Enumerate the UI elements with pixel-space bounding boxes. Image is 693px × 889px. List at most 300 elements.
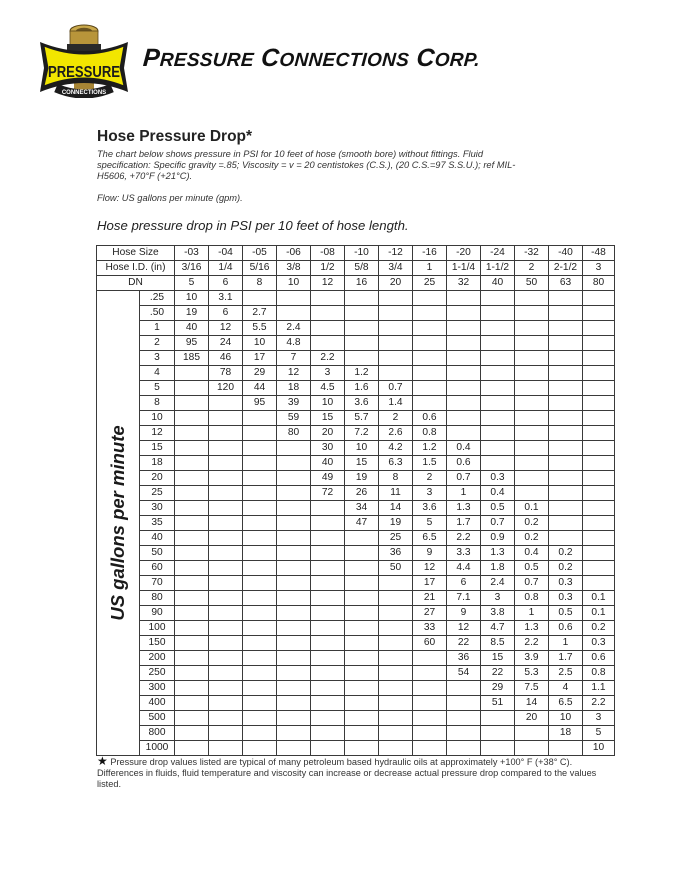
pressure-drop-cell: 1.8 [481, 561, 515, 576]
pressure-drop-cell [311, 291, 345, 306]
table-row [97, 561, 615, 576]
gpm-cell: 4 [140, 366, 175, 381]
gpm-cell: 35 [140, 516, 175, 531]
pressure-drop-cell [413, 666, 447, 681]
header-hose-id-cell: 2 [515, 261, 549, 276]
pressure-drop-cell [175, 666, 209, 681]
pressure-drop-cell [447, 681, 481, 696]
pressure-drop-cell: 12 [447, 621, 481, 636]
pressure-drop-cell [311, 516, 345, 531]
pressure-drop-cell: 2 [379, 411, 413, 426]
gpm-cell: .50 [140, 306, 175, 321]
pressure-drop-cell [447, 726, 481, 741]
pressure-drop-cell [345, 726, 379, 741]
pressure-drop-cell [243, 666, 277, 681]
pressure-drop-cell [549, 471, 583, 486]
pressure-drop-cell: 1.3 [515, 621, 549, 636]
pressure-drop-cell [277, 546, 311, 561]
pressure-drop-cell: 0.8 [583, 666, 615, 681]
pressure-drop-cell: 95 [243, 396, 277, 411]
pressure-drop-cell [175, 696, 209, 711]
header-hose-size-cell: -10 [345, 246, 379, 261]
pressure-drop-cell: 0.7 [515, 576, 549, 591]
pressure-drop-cell [175, 726, 209, 741]
pressure-drop-cell [209, 561, 243, 576]
pressure-drop-cell: 6.3 [379, 456, 413, 471]
pressure-drop-cell [379, 711, 413, 726]
pressure-drop-cell: 2.2 [447, 531, 481, 546]
header-hose-id-cell: 1/4 [209, 261, 243, 276]
pressure-drop-cell: 1.3 [481, 546, 515, 561]
pressure-drop-cell [549, 321, 583, 336]
pressure-drop-cell: 10 [175, 291, 209, 306]
pressure-drop-cell: 4.7 [481, 621, 515, 636]
pressure-drop-cell [515, 291, 549, 306]
pressure-drop-cell: 40 [175, 321, 209, 336]
pressure-drop-cell [413, 396, 447, 411]
table-row [97, 426, 615, 441]
pressure-drop-cell [379, 576, 413, 591]
table-row [97, 681, 615, 696]
pressure-drop-cell [243, 636, 277, 651]
header-hose-size-cell: -08 [311, 246, 345, 261]
pressure-drop-cell [311, 741, 345, 756]
pressure-drop-cell [447, 336, 481, 351]
pressure-drop-cell [345, 741, 379, 756]
pressure-drop-cell [583, 366, 615, 381]
pressure-drop-cell [481, 336, 515, 351]
pressure-drop-cell: 1.7 [549, 651, 583, 666]
table-row [97, 471, 615, 486]
header-hose-id-cell: 3 [583, 261, 615, 276]
pressure-drop-cell [243, 456, 277, 471]
pressure-drop-cell: 6 [209, 306, 243, 321]
pressure-drop-cell [379, 651, 413, 666]
pressure-drop-cell: 0.2 [549, 546, 583, 561]
pressure-drop-cell [583, 381, 615, 396]
pressure-drop-cell [277, 441, 311, 456]
pressure-drop-cell [447, 396, 481, 411]
pressure-drop-cell [345, 636, 379, 651]
pressure-drop-cell [583, 516, 615, 531]
table-row [97, 321, 615, 336]
pressure-drop-cell [175, 636, 209, 651]
pressure-drop-cell [447, 696, 481, 711]
pressure-drop-cell [277, 636, 311, 651]
pressure-drop-cell [209, 486, 243, 501]
pressure-drop-cell [583, 546, 615, 561]
gpm-cell: 25 [140, 486, 175, 501]
pressure-drop-cell: 0.3 [481, 471, 515, 486]
pressure-drop-cell: 1.2 [345, 366, 379, 381]
pressure-drop-cell [209, 426, 243, 441]
pressure-drop-cell: 33 [413, 621, 447, 636]
pressure-drop-cell: 1.6 [345, 381, 379, 396]
pressure-drop-cell [175, 501, 209, 516]
pressure-drop-cell [481, 306, 515, 321]
pressure-drop-cell [549, 381, 583, 396]
pressure-drop-cell: 3.6 [413, 501, 447, 516]
footnote [97, 756, 617, 790]
pressure-drop-cell [243, 726, 277, 741]
pressure-drop-cell: 2.2 [515, 636, 549, 651]
table-row [97, 396, 615, 411]
pressure-drop-cell: 54 [447, 666, 481, 681]
pressure-drop-cell [311, 726, 345, 741]
table-row [97, 441, 615, 456]
pressure-drop-cell: 8 [379, 471, 413, 486]
pressure-drop-cell: 0.3 [549, 576, 583, 591]
pressure-drop-cell: 2.4 [277, 321, 311, 336]
pressure-drop-cell: 72 [311, 486, 345, 501]
gpm-cell: 30 [140, 501, 175, 516]
gpm-cell: 100 [140, 621, 175, 636]
pressure-drop-cell: 0.9 [481, 531, 515, 546]
pressure-drop-cell: 8.5 [481, 636, 515, 651]
gpm-cell: 500 [140, 711, 175, 726]
table-row [97, 501, 615, 516]
pressure-drop-cell: 4.2 [379, 441, 413, 456]
pressure-drop-cell [277, 666, 311, 681]
pressure-drop-cell: 3 [481, 591, 515, 606]
pressure-drop-cell [345, 576, 379, 591]
gpm-cell: 90 [140, 606, 175, 621]
pressure-drop-cell: 3 [413, 486, 447, 501]
pressure-drop-cell [583, 471, 615, 486]
table-row [97, 531, 615, 546]
pressure-drop-cell: 2.6 [379, 426, 413, 441]
pressure-drop-cell [243, 561, 277, 576]
pressure-drop-cell: 0.1 [515, 501, 549, 516]
brand-word: CORP. [415, 44, 481, 72]
pressure-drop-cell: 78 [209, 366, 243, 381]
pressure-drop-cell [277, 471, 311, 486]
pressure-drop-cell: 0.3 [549, 591, 583, 606]
pressure-drop-cell: 10 [549, 711, 583, 726]
pressure-drop-cell: 0.2 [549, 561, 583, 576]
pressure-drop-cell: 44 [243, 381, 277, 396]
pressure-drop-cell [209, 576, 243, 591]
header-dn-cell: 50 [515, 276, 549, 291]
pressure-drop-cell [379, 351, 413, 366]
pressure-drop-cell [481, 711, 515, 726]
gpm-cell: 2 [140, 336, 175, 351]
pressure-drop-cell [209, 666, 243, 681]
header-hose-size-cell: -24 [481, 246, 515, 261]
pressure-drop-cell [413, 381, 447, 396]
table-subtitle: Hose pressure drop in PSI per 10 feet of hose length. [97, 218, 409, 233]
pressure-drop-cell [277, 531, 311, 546]
table-row [97, 546, 615, 561]
pressure-drop-cell: 14 [379, 501, 413, 516]
pressure-drop-cell: 60 [413, 636, 447, 651]
pressure-drop-cell: 15 [345, 456, 379, 471]
pressure-drop-cell: 34 [345, 501, 379, 516]
pressure-drop-cell [277, 516, 311, 531]
pressure-drop-cell: 1.7 [447, 516, 481, 531]
pressure-drop-cell: 5.5 [243, 321, 277, 336]
pressure-drop-cell [209, 501, 243, 516]
pressure-drop-cell [447, 366, 481, 381]
pressure-drop-cell: 6.5 [413, 531, 447, 546]
pressure-drop-cell: 29 [481, 681, 515, 696]
pressure-drop-cell [515, 306, 549, 321]
pressure-drop-cell [311, 546, 345, 561]
pressure-drop-cell [311, 321, 345, 336]
pressure-drop-cell: 22 [447, 636, 481, 651]
pressure-drop-cell: 30 [311, 441, 345, 456]
pressure-drop-cell: 0.3 [583, 636, 615, 651]
pressure-drop-cell [379, 306, 413, 321]
pressure-drop-cell: 0.1 [583, 591, 615, 606]
company-logo [38, 22, 130, 98]
pressure-drop-cell [447, 381, 481, 396]
pressure-drop-cell [277, 741, 311, 756]
gpm-cell: 200 [140, 651, 175, 666]
pressure-drop-cell [345, 681, 379, 696]
pressure-drop-cell [549, 501, 583, 516]
pressure-drop-cell [175, 471, 209, 486]
pressure-drop-cell [447, 306, 481, 321]
pressure-drop-cell [175, 681, 209, 696]
pressure-drop-cell: 0.8 [515, 591, 549, 606]
pressure-drop-cell [549, 516, 583, 531]
pressure-drop-cell [209, 711, 243, 726]
header-hose-id-cell: 2-1/2 [549, 261, 583, 276]
pressure-drop-cell [311, 651, 345, 666]
pressure-drop-cell [243, 741, 277, 756]
pressure-drop-cell [379, 591, 413, 606]
table-row [97, 456, 615, 471]
pressure-drop-cell: 10 [311, 396, 345, 411]
pressure-drop-cell: 0.4 [481, 486, 515, 501]
pressure-drop-cell [209, 636, 243, 651]
gpm-cell: 20 [140, 471, 175, 486]
pressure-drop-cell [345, 711, 379, 726]
pressure-drop-cell [379, 681, 413, 696]
pressure-drop-cell [447, 426, 481, 441]
pressure-drop-cell: 1.4 [379, 396, 413, 411]
pressure-drop-cell [447, 741, 481, 756]
pressure-drop-cell [447, 711, 481, 726]
table-row [97, 696, 615, 711]
pressure-drop-cell [243, 516, 277, 531]
pressure-drop-cell [209, 396, 243, 411]
pressure-drop-cell [481, 291, 515, 306]
pressure-drop-cell [243, 291, 277, 306]
gpm-cell: 400 [140, 696, 175, 711]
pressure-drop-cell: 22 [481, 666, 515, 681]
header-hose-id-label: Hose I.D. (in) [97, 261, 175, 276]
pressure-drop-cell [311, 501, 345, 516]
pressure-drop-cell [413, 321, 447, 336]
brand-word: PRESSURE [142, 44, 255, 72]
pressure-drop-cell: 7.1 [447, 591, 481, 606]
pressure-drop-cell: 47 [345, 516, 379, 531]
pressure-drop-cell [515, 471, 549, 486]
pressure-drop-cell [549, 396, 583, 411]
pressure-drop-cell [311, 711, 345, 726]
pressure-drop-cell [209, 741, 243, 756]
pressure-drop-cell [243, 576, 277, 591]
brand-word: CONNECTIONS [260, 44, 410, 72]
header-hose-size-label: Hose Size [97, 246, 175, 261]
pressure-drop-cell [413, 336, 447, 351]
header-hose-size-cell: -03 [175, 246, 209, 261]
pressure-drop-cell [311, 531, 345, 546]
pressure-drop-cell [583, 336, 615, 351]
gpm-cell: 300 [140, 681, 175, 696]
pressure-drop-cell [209, 726, 243, 741]
gpm-cell: 1 [140, 321, 175, 336]
table-row [97, 726, 615, 741]
pressure-drop-cell [583, 486, 615, 501]
pressure-drop-cell [413, 351, 447, 366]
pressure-drop-cell: 11 [379, 486, 413, 501]
pressure-drop-cell [515, 351, 549, 366]
header-hose-size-row [97, 246, 615, 261]
pressure-drop-cell [549, 741, 583, 756]
table-row [97, 591, 615, 606]
header-hose-id-row [97, 261, 615, 276]
row-axis-label: US gallons per minute [107, 425, 128, 621]
pressure-drop-cell [175, 516, 209, 531]
gpm-cell: 40 [140, 531, 175, 546]
pressure-drop-cell [277, 651, 311, 666]
pressure-drop-cell [209, 531, 243, 546]
pressure-drop-cell [481, 726, 515, 741]
pressure-drop-cell: 0.5 [481, 501, 515, 516]
pressure-drop-cell [345, 606, 379, 621]
pressure-drop-cell [277, 306, 311, 321]
pressure-drop-cell [209, 696, 243, 711]
pressure-drop-cell [345, 591, 379, 606]
pressure-drop-cell [583, 411, 615, 426]
pressure-drop-cell: 7.5 [515, 681, 549, 696]
pressure-drop-cell: 49 [311, 471, 345, 486]
pressure-drop-cell: 12 [209, 321, 243, 336]
pressure-drop-cell [209, 651, 243, 666]
pressure-drop-cell [209, 681, 243, 696]
gpm-cell: 70 [140, 576, 175, 591]
pressure-drop-cell [243, 621, 277, 636]
pressure-drop-cell [549, 411, 583, 426]
footnote-text: Pressure drop values listed are typical of many petroleum based hydraulic oils at approximately +100° F (+38° C). Differences in fluids, fluid temperature and viscosity can increase or decrease actual pressure drop compared to the values listed. [97, 757, 597, 789]
pressure-drop-cell [277, 576, 311, 591]
pressure-drop-cell [515, 726, 549, 741]
pressure-drop-cell: 18 [549, 726, 583, 741]
pressure-drop-cell: 1.2 [413, 441, 447, 456]
pressure-drop-cell [583, 321, 615, 336]
gpm-cell: 10 [140, 411, 175, 426]
pressure-drop-cell [311, 636, 345, 651]
pressure-drop-cell: 7.2 [345, 426, 379, 441]
pressure-drop-cell: 0.7 [379, 381, 413, 396]
pressure-drop-cell: 12 [413, 561, 447, 576]
pressure-drop-cell [277, 681, 311, 696]
header-hose-size-cell: -40 [549, 246, 583, 261]
pressure-drop-cell [243, 471, 277, 486]
pressure-drop-cell [175, 651, 209, 666]
pressure-drop-cell [379, 321, 413, 336]
table-row [97, 606, 615, 621]
header-hose-id-cell: 1-1/4 [447, 261, 481, 276]
pressure-drop-cell: 80 [277, 426, 311, 441]
gpm-cell: 5 [140, 381, 175, 396]
pressure-drop-cell [481, 396, 515, 411]
pressure-drop-cell: 0.6 [583, 651, 615, 666]
pressure-drop-cell: 20 [311, 426, 345, 441]
gpm-cell: 150 [140, 636, 175, 651]
header-hose-size-cell: -12 [379, 246, 413, 261]
header-hose-size-cell: -04 [209, 246, 243, 261]
table-row [97, 711, 615, 726]
pressure-drop-cell: 15 [311, 411, 345, 426]
pressure-drop-cell: 0.4 [515, 546, 549, 561]
pressure-drop-cell [175, 486, 209, 501]
pressure-drop-cell: 9 [447, 606, 481, 621]
pressure-drop-cell [481, 411, 515, 426]
header-hose-size-cell: -16 [413, 246, 447, 261]
pressure-drop-cell: 36 [447, 651, 481, 666]
pressure-drop-cell [277, 591, 311, 606]
pressure-drop-cell [413, 291, 447, 306]
pressure-drop-cell [583, 441, 615, 456]
header-dn-cell: 63 [549, 276, 583, 291]
pressure-drop-cell [345, 351, 379, 366]
gpm-cell: 8 [140, 396, 175, 411]
pressure-drop-cell: 1.3 [447, 501, 481, 516]
pressure-drop-cell: 2 [413, 471, 447, 486]
header-dn-cell: 5 [175, 276, 209, 291]
pressure-drop-cell: 14 [515, 696, 549, 711]
pressure-drop-cell [243, 606, 277, 621]
pressure-drop-cell: 2.2 [583, 696, 615, 711]
pressure-drop-cell [175, 531, 209, 546]
pressure-drop-cell [277, 696, 311, 711]
pressure-drop-cell [379, 696, 413, 711]
header-dn-cell: 32 [447, 276, 481, 291]
pressure-drop-cell [515, 381, 549, 396]
pressure-drop-cell [277, 291, 311, 306]
pressure-drop-cell [583, 291, 615, 306]
pressure-drop-cell: 27 [413, 606, 447, 621]
header-dn-cell: 12 [311, 276, 345, 291]
pressure-drop-cell [175, 741, 209, 756]
pressure-drop-cell: 10 [583, 741, 615, 756]
table-row [97, 666, 615, 681]
pressure-drop-cell [277, 606, 311, 621]
pressure-drop-cell [413, 681, 447, 696]
pressure-drop-cell [481, 321, 515, 336]
pressure-drop-cell [311, 606, 345, 621]
row-axis-label-cell [97, 291, 140, 756]
pressure-drop-cell [209, 471, 243, 486]
table-row [97, 636, 615, 651]
pressure-drop-cell: 0.2 [583, 621, 615, 636]
pressure-drop-cell [175, 591, 209, 606]
pressure-drop-cell [583, 501, 615, 516]
header-dn-cell: 8 [243, 276, 277, 291]
pressure-drop-cell [447, 351, 481, 366]
pressure-drop-cell [481, 456, 515, 471]
pressure-drop-cell [379, 621, 413, 636]
pressure-drop-cell: 3.1 [209, 291, 243, 306]
pressure-drop-cell [583, 306, 615, 321]
table-row [97, 366, 615, 381]
pressure-drop-cell [345, 531, 379, 546]
pressure-drop-cell [413, 711, 447, 726]
